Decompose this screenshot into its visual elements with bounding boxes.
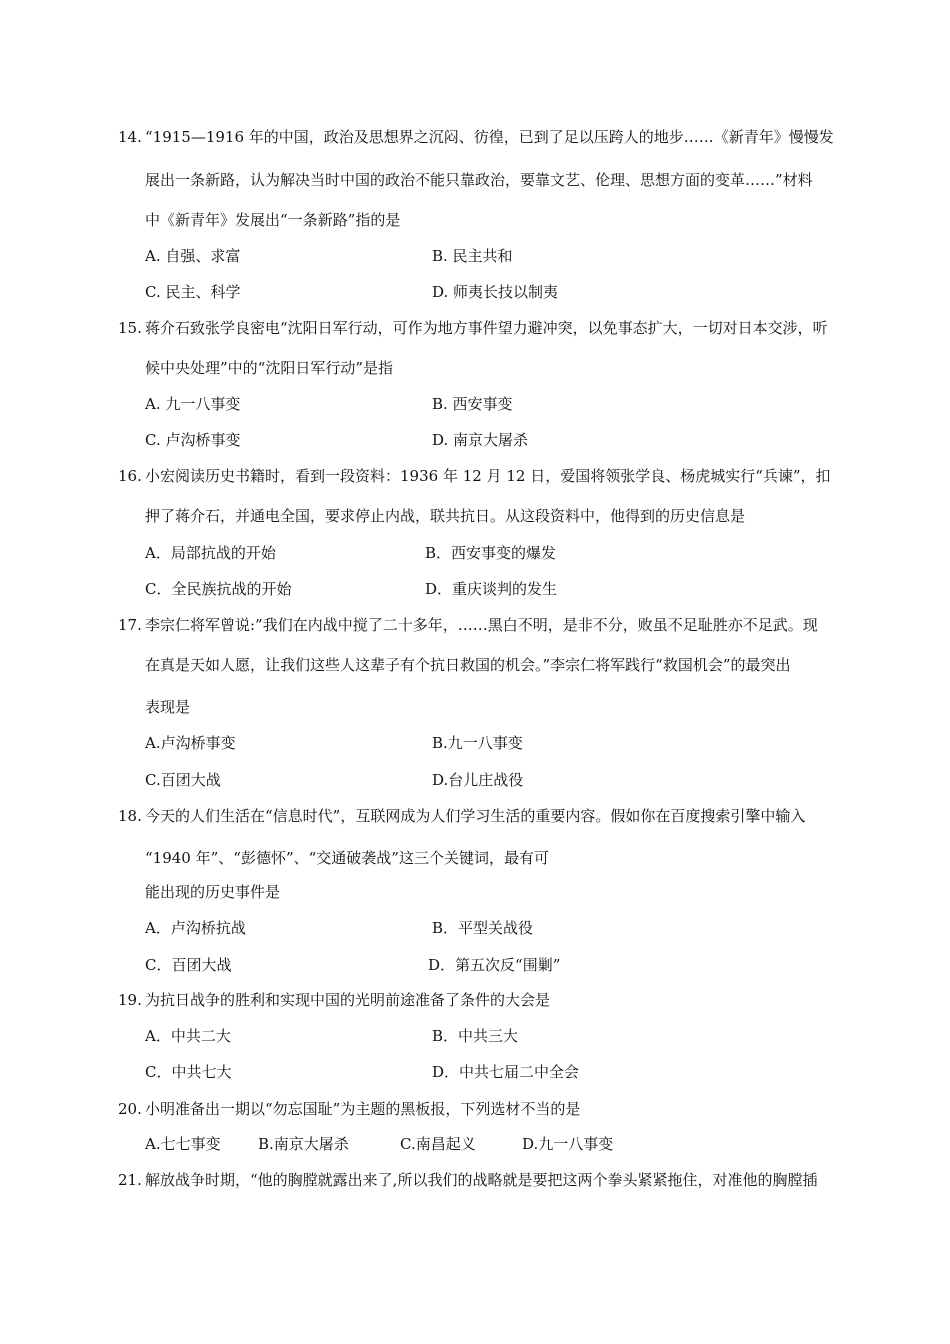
option-b: B.九一八事变 <box>432 734 523 752</box>
option-d: D．重庆谈判的发生 <box>425 580 558 598</box>
option-a: A.七七事变 <box>145 1135 221 1153</box>
question-text-line: “1915—1916 年的中国，政治及思想界之沉闷、彷徨，已到了足以压跨人的地步……《新青年》慢慢发 <box>145 128 834 146</box>
question-text-line: 表现是 <box>145 698 191 716</box>
question-text-line: 小宏阅读历史书籍时，看到一段资料：1936 年 12 月 12 日，爱国将领张学良、杨虎城实行“兵谏”，扣 <box>145 467 831 485</box>
option-a: A．局部抗战的开始 <box>145 544 276 562</box>
option-b: B．中共三大 <box>432 1027 519 1045</box>
option-b: B.南京大屠杀 <box>258 1135 349 1153</box>
option-d: D. 南京大屠杀 <box>432 431 529 449</box>
question-text-line: 中《新青年》发展出“一条新路”指的是 <box>145 211 401 229</box>
option-d: D. 师夷长技以制夷 <box>432 283 559 301</box>
option-b: B. 西安事变 <box>432 395 513 413</box>
question-number: 20. <box>118 1100 142 1118</box>
question-number: 19. <box>118 991 142 1009</box>
question-number: 15. <box>118 319 142 337</box>
question-text-line: 为抗日战争的胜利和实现中国的光明前途准备了条件的大会是 <box>145 991 551 1009</box>
question-number: 21. <box>118 1171 142 1189</box>
question-text-line: 今天的人们生活在“信息时代”，互联网成为人们学习生活的重要内容。假如你在百度搜索引擎中输入 <box>145 807 806 825</box>
option-a: A.卢沟桥事变 <box>145 734 236 752</box>
option-d: D．第五次反“围剿” <box>428 956 561 974</box>
option-c: C.百团大战 <box>145 771 221 789</box>
question-number: 17. <box>118 616 142 634</box>
option-a: A．卢沟桥抗战 <box>145 919 246 937</box>
option-b: B．西安事变的爆发 <box>425 544 557 562</box>
option-a: A. 九一八事变 <box>145 395 241 413</box>
question-text-line: 候中央处理”中的“沈阳日军行动”是指 <box>145 359 394 377</box>
option-a: A. 自强、求富 <box>145 247 241 265</box>
option-b: B．平型关战役 <box>432 919 534 937</box>
option-d: D.台儿庄战役 <box>432 771 524 789</box>
option-d: D．中共七届二中全会 <box>432 1063 580 1081</box>
question-text-line: 在真是天如人愿，让我们这些人这辈子有个抗日救国的机会。”李宗仁将军践行“救国机会”的最突出 <box>145 656 791 674</box>
question-text-line: 蒋介石致张学良密电“沈阳日军行动，可作为地方事件望力避冲突，以免事态扩大，一切对日本交涉，听 <box>145 319 828 337</box>
option-c: C. 民主、科学 <box>145 283 241 301</box>
option-c: C. 卢沟桥事变 <box>145 431 241 449</box>
question-number: 18. <box>118 807 142 825</box>
question-text-line: 小明准备出一期以“勿忘国耻”为主题的黑板报，下列选材不当的是 <box>145 1100 581 1118</box>
question-text-line: 解放战争时期，“他的胸膛就露出来了,所以我们的战略就是要把这两个拳头紧紧拖住，对准他的胸膛插 <box>145 1171 818 1189</box>
option-c: C.南昌起义 <box>400 1135 476 1153</box>
question-number: 16. <box>118 467 142 485</box>
question-text-line: “1940 年”、“彭德怀”、“交通破袭战”这三个关键词，最有可 <box>145 849 549 867</box>
option-b: B. 民主共和 <box>432 247 513 265</box>
question-text-line: 能出现的历史事件是 <box>145 883 281 901</box>
question-text-line: 展出一条新路，认为解决当时中国的政治不能只靠政治，要靠文艺、伦理、思想方面的变革……”材料 <box>145 171 813 189</box>
option-c: C．全民族抗战的开始 <box>145 580 292 598</box>
question-text-line: 押了蒋介石，并通电全国，要求停止内战，联共抗日。从这段资料中，他得到的历史信息是 <box>145 507 746 525</box>
option-c: C．中共七大 <box>145 1063 232 1081</box>
question-text-line: 李宗仁将军曾说:”我们在内战中搅了二十多年，……黑白不明，是非不分，败虽不足耻胜亦不足武。现 <box>145 616 818 634</box>
option-c: C．百团大战 <box>145 956 232 974</box>
option-a: A．中共二大 <box>145 1027 231 1045</box>
option-d: D.九一八事变 <box>522 1135 614 1153</box>
question-number: 14. <box>118 128 142 146</box>
